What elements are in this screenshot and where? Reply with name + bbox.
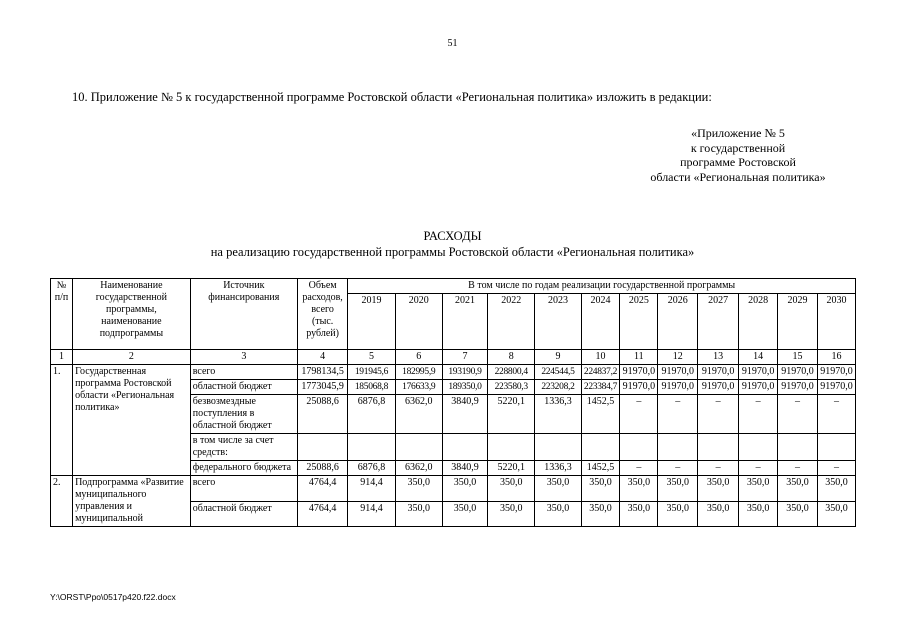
total-volume: 25088,6 — [297, 461, 347, 476]
year-value — [739, 434, 778, 461]
funding-source: в том числе за счет средств: — [190, 434, 297, 461]
column-number: 2 — [73, 350, 191, 365]
year-value — [620, 434, 658, 461]
year-value: 91970,0 — [658, 380, 698, 395]
year-value: 91970,0 — [817, 365, 855, 380]
year-value: 91970,0 — [778, 365, 818, 380]
header-year: 2023 — [535, 294, 581, 350]
year-value: 350,0 — [620, 476, 658, 502]
intro-text: 10. Приложение № 5 к государственной программе Ростовской области «Региональная политика» изложить в редакции: — [72, 90, 712, 104]
header-year: 2029 — [778, 294, 818, 350]
column-number-row — [51, 350, 856, 365]
year-value: 3840,9 — [442, 395, 487, 434]
year-value: 191945,6 — [348, 365, 395, 380]
annex-line: области «Региональная политика» — [650, 169, 826, 184]
funding-source: областной бюджет — [190, 501, 297, 527]
file-path: Y:\ORST\Ppo\0517p420.f22.docx — [50, 592, 176, 602]
year-value — [698, 434, 739, 461]
column-number: 14 — [739, 350, 778, 365]
year-value: 350,0 — [488, 476, 535, 502]
table-row — [51, 365, 856, 380]
year-value: 350,0 — [658, 476, 698, 502]
column-number: 8 — [488, 350, 535, 365]
year-value: 223208,2 — [535, 380, 581, 395]
document-title — [0, 228, 905, 260]
year-value: – — [739, 461, 778, 476]
header-year: 2030 — [817, 294, 855, 350]
year-value: 350,0 — [778, 476, 818, 502]
column-number: 11 — [620, 350, 658, 365]
year-value: 91970,0 — [698, 365, 739, 380]
program-1-group — [51, 365, 856, 476]
year-value: 182995,9 — [395, 365, 442, 380]
year-value: 350,0 — [620, 501, 658, 527]
title-line: РАСХОДЫ — [423, 229, 482, 243]
total-volume: 4764,4 — [297, 501, 347, 527]
page-number: 51 — [447, 38, 458, 49]
year-value: 6876,8 — [348, 395, 395, 434]
year-value: 1452,5 — [581, 461, 620, 476]
year-value: 350,0 — [581, 501, 620, 527]
year-value: 1336,3 — [535, 395, 581, 434]
header-years-group: В том числе по годам реализации государственной программы — [348, 279, 856, 294]
year-value: 223580,3 — [488, 380, 535, 395]
row-number: 2. — [51, 476, 73, 527]
year-value: 91970,0 — [778, 380, 818, 395]
header-year: 2019 — [348, 294, 395, 350]
column-number: 12 — [658, 350, 698, 365]
total-volume: 4764,4 — [297, 476, 347, 502]
year-value: 3840,9 — [442, 461, 487, 476]
year-value — [658, 434, 698, 461]
year-value: 6362,0 — [395, 461, 442, 476]
annex-line: «Приложение № 5 — [691, 126, 785, 140]
year-value: 350,0 — [535, 476, 581, 502]
year-value: 350,0 — [698, 476, 739, 502]
year-value: 350,0 — [817, 476, 855, 502]
header-volume: Объем расходов, всего (тыс. рублей) — [297, 279, 347, 350]
year-value: – — [698, 461, 739, 476]
header-year: 2021 — [442, 294, 487, 350]
program-name: Государственная программа Ростовской области «Региональная политика» — [73, 365, 191, 476]
total-volume: 1798134,5 — [297, 365, 347, 380]
year-value: 350,0 — [698, 501, 739, 527]
year-value: 224544,5 — [535, 365, 581, 380]
year-value: 6876,8 — [348, 461, 395, 476]
annex-header — [623, 126, 853, 184]
header-year: 2028 — [739, 294, 778, 350]
year-value — [778, 434, 818, 461]
year-value: – — [658, 395, 698, 434]
year-value: 1452,5 — [581, 395, 620, 434]
funding-source: федерального бюджета — [190, 461, 297, 476]
program-name: Подпрограмма «Развитие муниципального управления и муниципальной — [73, 476, 191, 527]
header-year: 2022 — [488, 294, 535, 350]
year-value: 350,0 — [395, 501, 442, 527]
year-value: 350,0 — [658, 501, 698, 527]
year-value: 185068,8 — [348, 380, 395, 395]
column-number: 9 — [535, 350, 581, 365]
year-value: 6362,0 — [395, 395, 442, 434]
year-value: 350,0 — [442, 476, 487, 502]
year-value: 91970,0 — [739, 380, 778, 395]
total-volume — [297, 434, 347, 461]
year-value: 350,0 — [739, 501, 778, 527]
year-value: 91970,0 — [658, 365, 698, 380]
column-number: 10 — [581, 350, 620, 365]
year-value: 914,4 — [348, 476, 395, 502]
funding-source: всего — [190, 365, 297, 380]
column-number: 16 — [817, 350, 855, 365]
header-source: Источник финансирования — [190, 279, 297, 350]
column-number: 6 — [395, 350, 442, 365]
year-value: 91970,0 — [739, 365, 778, 380]
year-value: 5220,1 — [488, 461, 535, 476]
header-year: 2020 — [395, 294, 442, 350]
expenses-table — [50, 278, 856, 527]
year-value — [817, 434, 855, 461]
year-value: 350,0 — [739, 476, 778, 502]
year-value — [535, 434, 581, 461]
funding-source: областной бюджет — [190, 380, 297, 395]
year-value: 193190,9 — [442, 365, 487, 380]
header-name: Наименование государственной программы, наименование подпрограммы — [73, 279, 191, 350]
year-value: – — [778, 395, 818, 434]
column-number: 5 — [348, 350, 395, 365]
year-value: 350,0 — [778, 501, 818, 527]
title-subline: на реализацию государственной программы Ростовской области «Региональная политика» — [210, 245, 695, 259]
column-number: 1 — [51, 350, 73, 365]
total-volume: 1773045,9 — [297, 380, 347, 395]
column-number: 4 — [297, 350, 347, 365]
funding-source: безвозмездные поступления в областной бюджет — [190, 395, 297, 434]
year-value: – — [620, 395, 658, 434]
column-number: 13 — [698, 350, 739, 365]
annex-line: программе Ростовской — [680, 155, 796, 169]
year-value — [581, 434, 620, 461]
header-year: 2024 — [581, 294, 620, 350]
header-year: 2025 — [620, 294, 658, 350]
table-row — [51, 476, 856, 502]
year-value: 1336,3 — [535, 461, 581, 476]
year-value: 350,0 — [581, 476, 620, 502]
year-value: 91970,0 — [698, 380, 739, 395]
year-value: – — [739, 395, 778, 434]
column-number: 7 — [442, 350, 487, 365]
year-value: 224837,2 — [581, 365, 620, 380]
year-value: – — [817, 461, 855, 476]
header-num: № п/п — [51, 279, 73, 350]
header-year: 2026 — [658, 294, 698, 350]
year-value: – — [658, 461, 698, 476]
year-value: 91970,0 — [620, 380, 658, 395]
header-row — [51, 279, 856, 294]
year-value: 350,0 — [442, 501, 487, 527]
header-year: 2027 — [698, 294, 739, 350]
year-value — [488, 434, 535, 461]
year-value: – — [620, 461, 658, 476]
year-value: 914,4 — [348, 501, 395, 527]
year-value: 176633,9 — [395, 380, 442, 395]
year-value — [442, 434, 487, 461]
row-number: 1. — [51, 365, 73, 476]
year-value: 223384,7 — [581, 380, 620, 395]
year-value: 189350,0 — [442, 380, 487, 395]
year-value: 350,0 — [488, 501, 535, 527]
total-volume: 25088,6 — [297, 395, 347, 434]
year-value: 350,0 — [535, 501, 581, 527]
annex-line: к государственной — [690, 140, 786, 155]
year-value — [348, 434, 395, 461]
year-value: 5220,1 — [488, 395, 535, 434]
year-value: 91970,0 — [817, 380, 855, 395]
year-value: 350,0 — [395, 476, 442, 502]
year-value: – — [698, 395, 739, 434]
year-value: 91970,0 — [620, 365, 658, 380]
year-value: – — [817, 395, 855, 434]
column-number: 15 — [778, 350, 818, 365]
funding-source: всего — [190, 476, 297, 502]
column-number: 3 — [190, 350, 297, 365]
year-value: 350,0 — [817, 501, 855, 527]
year-value: – — [778, 461, 818, 476]
year-value: 228800,4 — [488, 365, 535, 380]
year-value — [395, 434, 442, 461]
program-2-group — [51, 476, 856, 527]
